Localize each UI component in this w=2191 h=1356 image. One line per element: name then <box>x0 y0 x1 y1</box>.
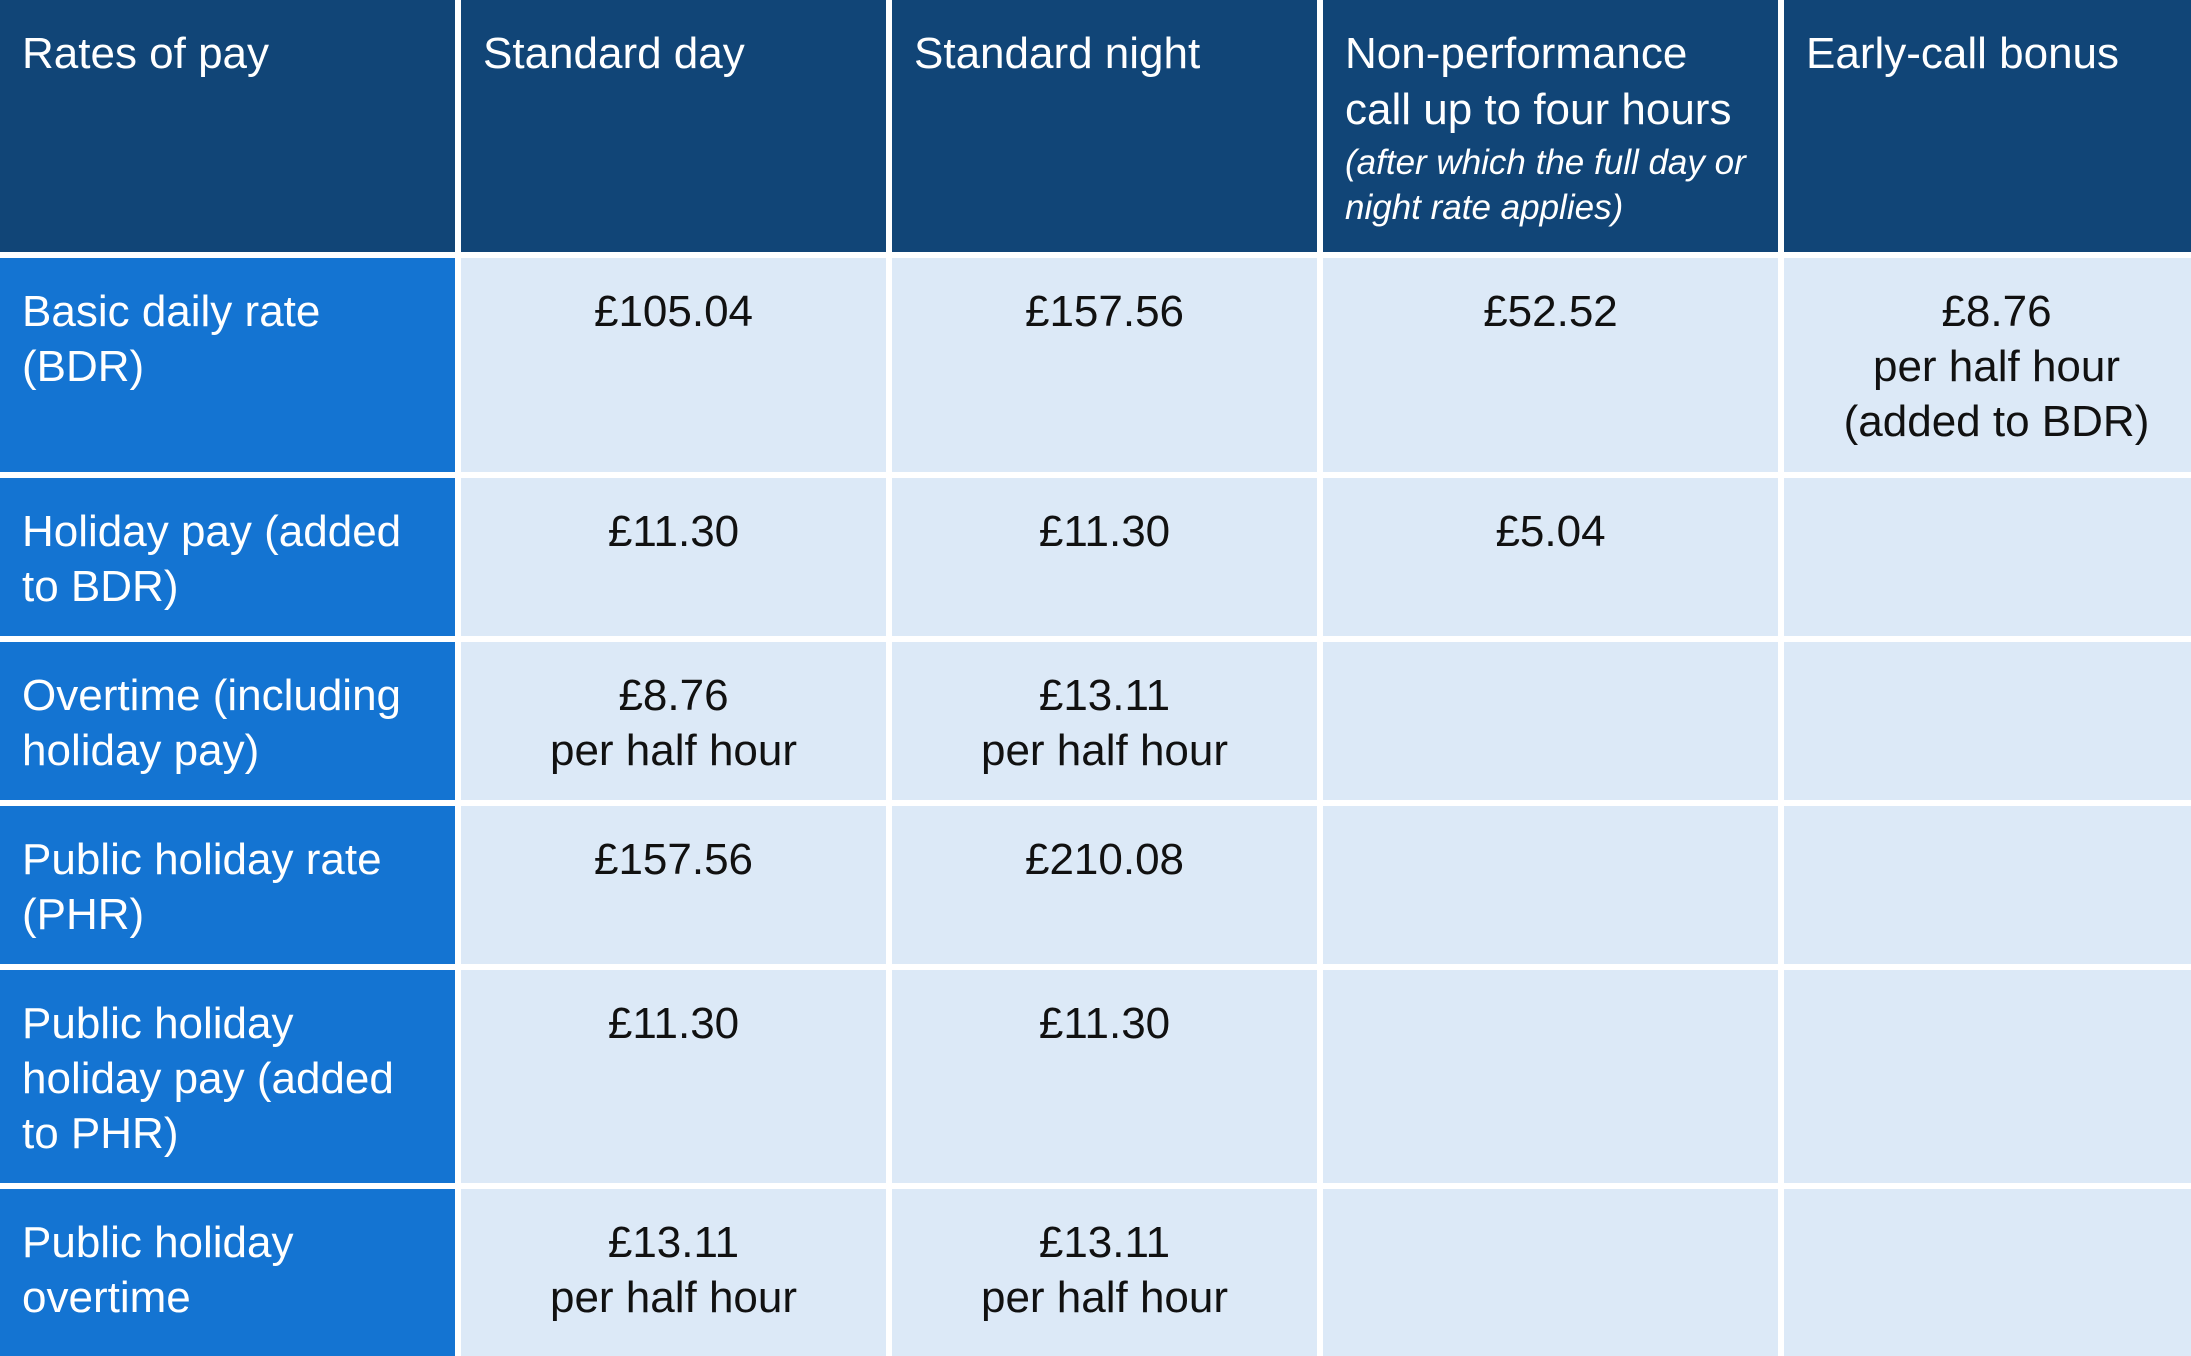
cell-holiday-pay-standard-night <box>892 478 1317 636</box>
cell-value: £11.30 <box>1038 999 1171 1048</box>
cell-phr-standard-night <box>892 806 1317 964</box>
cell-value: £13.11 <box>1038 1218 1171 1267</box>
cell-bdr-non-performance <box>1323 258 1778 472</box>
row-label-overtime: Overtime (including holiday pay) <box>0 642 455 800</box>
row-label-public-holiday-overtime: Public holiday overtime <box>0 1189 455 1356</box>
cell-value: £105.04 <box>593 287 754 336</box>
cell-ph-overtime-non-performance <box>1323 1189 1778 1356</box>
cell-ph-overtime-early-call <box>1784 1189 2191 1356</box>
header-label: Standard day <box>483 29 745 78</box>
cell-value: £11.30 <box>607 507 740 556</box>
cell-value: £11.30 <box>607 999 740 1048</box>
header-note: (after which the full day or night rate applies) <box>1345 143 1746 227</box>
cell-overtime-early-call <box>1784 642 2191 800</box>
cell-phr-standard-day <box>461 806 886 964</box>
cell-bdr-standard-day <box>461 258 886 472</box>
row-label-public-holiday-holiday-pay: Public holiday holiday pay (added to PHR) <box>0 970 455 1183</box>
cell-ph-overtime-standard-day <box>461 1189 886 1356</box>
header-standard-day <box>461 0 886 252</box>
cell-unit: per half hour <box>1872 342 2121 391</box>
cell-value: £8.76 <box>618 671 729 720</box>
cell-unit: per half hour <box>980 1273 1229 1322</box>
cell-unit: per half hour <box>980 726 1229 775</box>
cell-value: £157.56 <box>593 835 754 884</box>
cell-ph-holiday-pay-standard-night <box>892 970 1317 1183</box>
cell-value: £13.11 <box>1038 671 1171 720</box>
header-label: Standard night <box>914 29 1201 78</box>
cell-overtime-standard-night <box>892 642 1317 800</box>
cell-value: £5.04 <box>1495 507 1606 556</box>
header-early-call-bonus <box>1784 0 2191 252</box>
cell-ph-holiday-pay-early-call <box>1784 970 2191 1183</box>
header-standard-night <box>892 0 1317 252</box>
cell-unit: per half hour <box>549 726 798 775</box>
cell-holiday-pay-standard-day <box>461 478 886 636</box>
cell-value: £8.76 <box>1941 287 2052 336</box>
cell-value: £157.56 <box>1024 287 1185 336</box>
cell-overtime-standard-day <box>461 642 886 800</box>
cell-ph-holiday-pay-standard-day <box>461 970 886 1183</box>
cell-ph-holiday-pay-non-performance <box>1323 970 1778 1183</box>
cell-value: £11.30 <box>1038 507 1171 556</box>
cell-phr-early-call <box>1784 806 2191 964</box>
cell-note: (added to BDR) <box>1843 397 2150 446</box>
header-label: Rates of pay <box>22 29 270 78</box>
header-non-performance-call <box>1323 0 1778 252</box>
cell-bdr-early-call <box>1784 258 2191 472</box>
cell-phr-non-performance <box>1323 806 1778 964</box>
header-rates-of-pay <box>0 0 455 252</box>
cell-value: £52.52 <box>1483 287 1618 336</box>
cell-value: £210.08 <box>1024 835 1185 884</box>
cell-holiday-pay-early-call <box>1784 478 2191 636</box>
row-label-public-holiday-rate: Public holiday rate (PHR) <box>0 806 455 964</box>
cell-bdr-standard-night <box>892 258 1317 472</box>
row-label-holiday-pay: Holiday pay (added to BDR) <box>0 478 455 636</box>
header-label: Non-performance call up to four hours <box>1345 29 1732 134</box>
row-label-basic-daily-rate: Basic daily rate (BDR) <box>0 258 455 472</box>
cell-ph-overtime-standard-night <box>892 1189 1317 1356</box>
cell-value: £13.11 <box>607 1218 740 1267</box>
cell-unit: per half hour <box>549 1273 798 1322</box>
cell-overtime-non-performance <box>1323 642 1778 800</box>
header-label: Early-call bonus <box>1806 29 2120 78</box>
cell-holiday-pay-non-performance <box>1323 478 1778 636</box>
